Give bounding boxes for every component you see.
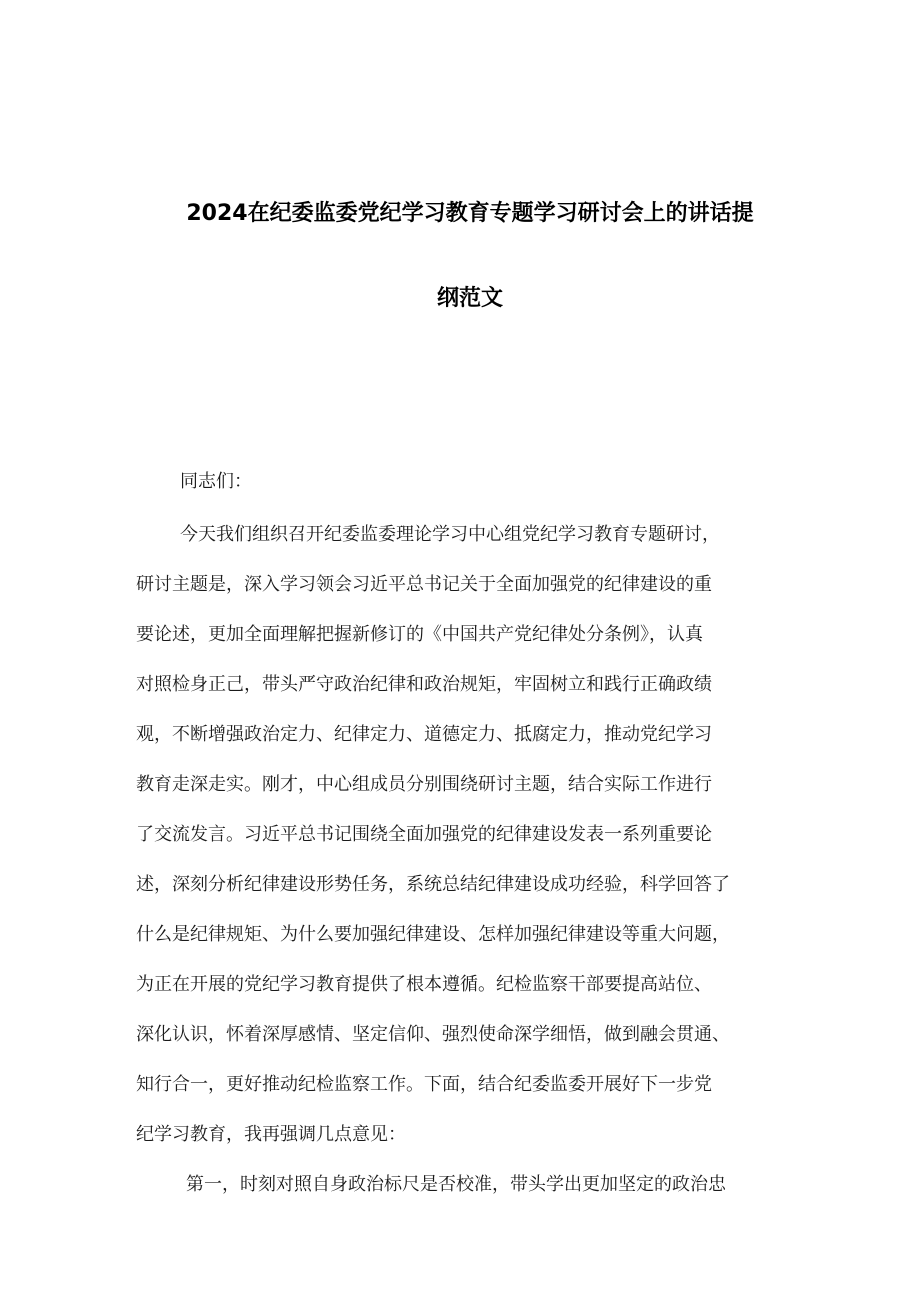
paragraph-1-line: 观，不断增强政治定力、纪律定力、道德定力、抵腐定力，推动党纪学习 <box>136 724 712 745</box>
paragraph-1-line: 今天我们组织召开纪委监委理论学习中心组党纪学习教育专题研讨， <box>180 524 720 545</box>
paragraph-1-line: 了交流发言。习近平总书记围绕全面加强党的纪律建设发表一系列重要论 <box>136 824 712 845</box>
paragraph-1-line: 深化认识，怀着深厚感情、坚定信仰、强烈使命深学细悟，做到融会贯通、 <box>136 1024 730 1045</box>
salutation: 同志们： <box>180 471 252 492</box>
paragraph-1-line: 对照检身正己，带头严守政治纪律和政治规矩，牢固树立和践行正确政绩 <box>136 674 712 695</box>
paragraph-1-line: 纪学习教育，我再强调几点意见： <box>136 1124 406 1145</box>
paragraph-1-line: 述，深刻分析纪律建设形势任务，系统总结纪律建设成功经验，科学回答了 <box>136 874 730 895</box>
paragraph-1-line: 要论述，更加全面理解把握新修订的《中国共产党纪律处分条例》，认真 <box>136 624 703 645</box>
document-title-line-1: 2024在纪委监委党纪学习教育专题学习研讨会上的讲话提 <box>186 201 754 226</box>
paragraph-1-line: 教育走深走实。刚才，中心组成员分别围绕研讨主题，结合实际工作进行 <box>136 774 712 795</box>
paragraph-1-line: 什么是纪律规矩、为什么要加强纪律建设、怎样加强纪律建设等重大问题， <box>136 924 730 945</box>
document-title-line-2: 纲范文 <box>436 286 503 311</box>
paragraph-1-line: 为正在开展的党纪学习教育提供了根本遵循。纪检监察干部要提高站位、 <box>136 974 712 995</box>
paragraph-1-line: 知行合一，更好推动纪检监察工作。下面，结合纪委监委开展好下一步党 <box>136 1074 712 1095</box>
paragraph-1-line: 研讨主题是，深入学习领会习近平总书记关于全面加强党的纪律建设的重 <box>136 574 712 595</box>
paragraph-2-line: 第一，时刻对照自身政治标尺是否校准，带头学出更加坚定的政治忠 <box>186 1174 726 1195</box>
